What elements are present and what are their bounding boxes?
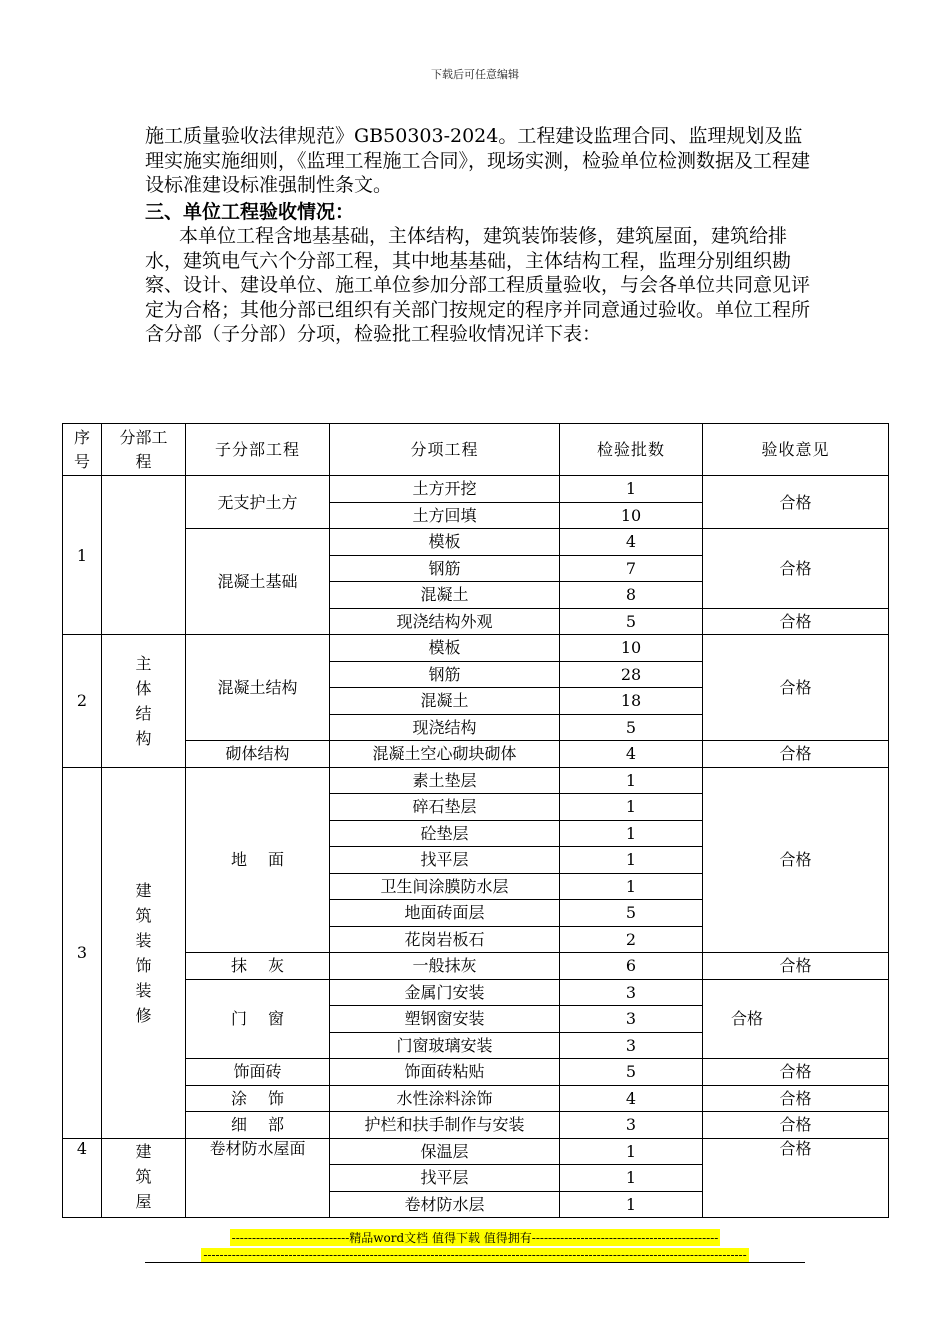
item-cell: 钢筋: [330, 555, 560, 582]
subdivision-cell: 卷材防水屋面: [186, 1138, 330, 1218]
seq-cell: 2: [63, 635, 102, 768]
batches-cell: 10: [560, 502, 703, 529]
division-cell: 主体结构: [102, 635, 186, 768]
opinion-cell: 合格: [703, 476, 889, 529]
item-cell: 护栏和扶手制作与安装: [330, 1112, 560, 1139]
footer-banner: [0, 1229, 950, 1262]
batches-cell: 5: [560, 608, 703, 635]
subdivision-cell: 细 部: [186, 1112, 330, 1139]
item-cell: 门窗玻璃安装: [330, 1032, 560, 1059]
batches-cell: 3: [560, 1032, 703, 1059]
item-cell: 塑钢窗安装: [330, 1006, 560, 1033]
item-cell: 土方开挖: [330, 476, 560, 503]
item-cell: 模板: [330, 635, 560, 662]
batches-cell: 3: [560, 979, 703, 1006]
subdivision-cell: 涂 饰: [186, 1085, 330, 1112]
item-cell: 一般抹灰: [330, 953, 560, 980]
item-cell: 砼垫层: [330, 820, 560, 847]
item-cell: 金属门安装: [330, 979, 560, 1006]
opinion-cell: 合格: [703, 767, 889, 953]
subdivision-cell: 门 窗: [186, 979, 330, 1059]
section-heading: 三、单位工程验收情况：: [145, 201, 355, 223]
batches-cell: 4: [560, 529, 703, 556]
opinion-cell: 合格: [703, 1138, 889, 1218]
header-division: 分部工程: [102, 424, 186, 476]
table-row: [63, 635, 889, 662]
table-row: [63, 1059, 889, 1086]
item-cell: 钢筋: [330, 661, 560, 688]
paragraph-regulations: 施工质量验收法律规范》GB50303-2024。工程建设监理合同、监理规划及监理实施实施细则，《监理工程施工合同》，现场实测，检验单位检测数据及工程建设标准建设标准强制性条文。: [145, 125, 811, 196]
batches-cell: 1: [560, 1165, 703, 1192]
batches-cell: 2: [560, 926, 703, 953]
batches-cell: 4: [560, 1085, 703, 1112]
seq-cell: 3: [63, 767, 102, 1138]
batches-cell: 18: [560, 688, 703, 715]
opinion-cell: 合格: [703, 1059, 889, 1086]
table-row: [63, 741, 889, 768]
header-seq: 序号: [63, 424, 102, 476]
item-cell: 水性涂料涂饰: [330, 1085, 560, 1112]
seq-cell: 1: [63, 476, 102, 635]
batches-cell: 1: [560, 873, 703, 900]
subdivision-cell: 砌体结构: [186, 741, 330, 768]
acceptance-table: [62, 423, 889, 1218]
item-cell: 花岗岩板石: [330, 926, 560, 953]
subdivision-cell: 饰面砖: [186, 1059, 330, 1086]
item-cell: 保温层: [330, 1138, 560, 1165]
opinion-cell: 合格: [703, 741, 889, 768]
item-cell: 卫生间涂膜防水层: [330, 873, 560, 900]
item-cell: 混凝土: [330, 688, 560, 715]
batches-cell: 4: [560, 741, 703, 768]
item-cell: 现浇结构外观: [330, 608, 560, 635]
opinion-cell: 合格: [703, 1085, 889, 1112]
header-opinion: 验收意见: [703, 424, 889, 476]
header-item: 分项工程: [330, 424, 560, 476]
opinion-cell: 合格: [703, 529, 889, 609]
item-cell: 模板: [330, 529, 560, 556]
header-subdivision: 子分部工程: [186, 424, 330, 476]
item-cell: 现浇结构: [330, 714, 560, 741]
seq-cell: 4: [63, 1138, 102, 1218]
batches-cell: 5: [560, 900, 703, 927]
batches-cell: 3: [560, 1006, 703, 1033]
batches-cell: 5: [560, 1059, 703, 1086]
header-note: 下载后可任意编辑: [431, 68, 519, 81]
batches-cell: 1: [560, 1138, 703, 1165]
batches-cell: 1: [560, 476, 703, 503]
batches-cell: 10: [560, 635, 703, 662]
opinion-cell: 合格: [703, 635, 889, 741]
subdivision-cell: 抹 灰: [186, 953, 330, 980]
batches-cell: 6: [560, 953, 703, 980]
item-cell: 混凝土: [330, 582, 560, 609]
subdivision-cell: 无支护土方: [186, 476, 330, 529]
table-row: [63, 1138, 889, 1165]
table-row: [63, 979, 889, 1006]
footer-divider: [145, 1262, 805, 1263]
batches-cell: 1: [560, 847, 703, 874]
division-cell: 建筑装饰装修: [102, 767, 186, 1138]
table-row: [63, 476, 889, 503]
item-cell: 饰面砖粘贴: [330, 1059, 560, 1086]
footer-line-2: --------------------------------------------------------------------------------------------------------------------------------------: [203, 1248, 747, 1262]
subdivision-cell: 混凝土基础: [186, 529, 330, 635]
item-cell: 土方回填: [330, 502, 560, 529]
item-cell: 混凝土空心砌块砌体: [330, 741, 560, 768]
item-cell: 碎石垫层: [330, 794, 560, 821]
batches-cell: 1: [560, 820, 703, 847]
batches-cell: 3: [560, 1112, 703, 1139]
table-row: [63, 1085, 889, 1112]
subdivision-cell: 地 面: [186, 767, 330, 953]
item-cell: 素土垫层: [330, 767, 560, 794]
footer-line-1: -----------------------------精品word文档 值得下载 值得拥有----------------------------------------------: [231, 1231, 719, 1245]
batches-cell: 7: [560, 555, 703, 582]
item-cell: 地面砖面层: [330, 900, 560, 927]
table-row: [63, 953, 889, 980]
item-cell: 找平层: [330, 847, 560, 874]
batches-cell: 28: [560, 661, 703, 688]
batches-cell: 8: [560, 582, 703, 609]
batches-cell: 1: [560, 794, 703, 821]
division-cell: [102, 476, 186, 635]
paragraph-acceptance: 本单位工程含地基基础，主体结构，建筑装饰装修，建筑屋面，建筑给排水，建筑电气六个分部工程，其中地基基础，主体结构工程，监理分别组织勘察、设计、建设单位、施工单位参加分部工程质量验收，与会各单位共同意见评定为合格；其他分部已组织有关部门按规定的程序并同意通过验收。单位工程所含分部（子分部）分项，检验批工程验收情况详下表：: [145, 225, 811, 345]
table-row: [63, 529, 889, 556]
subdivision-cell: 混凝土结构: [186, 635, 330, 741]
table-row: [63, 767, 889, 794]
opinion-cell: 合格: [703, 1112, 889, 1139]
batches-cell: 1: [560, 1191, 703, 1218]
table-row: [63, 1112, 889, 1139]
item-cell: 卷材防水层: [330, 1191, 560, 1218]
batches-cell: 5: [560, 714, 703, 741]
batches-cell: 1: [560, 767, 703, 794]
opinion-cell: 合格: [703, 608, 889, 635]
division-cell: 建筑屋: [102, 1138, 186, 1218]
item-cell: 找平层: [330, 1165, 560, 1192]
header-batches: 检验批数: [560, 424, 703, 476]
opinion-cell: 合格: [703, 953, 889, 980]
opinion-cell: 合格: [703, 979, 889, 1059]
table-header-row: [63, 424, 889, 476]
